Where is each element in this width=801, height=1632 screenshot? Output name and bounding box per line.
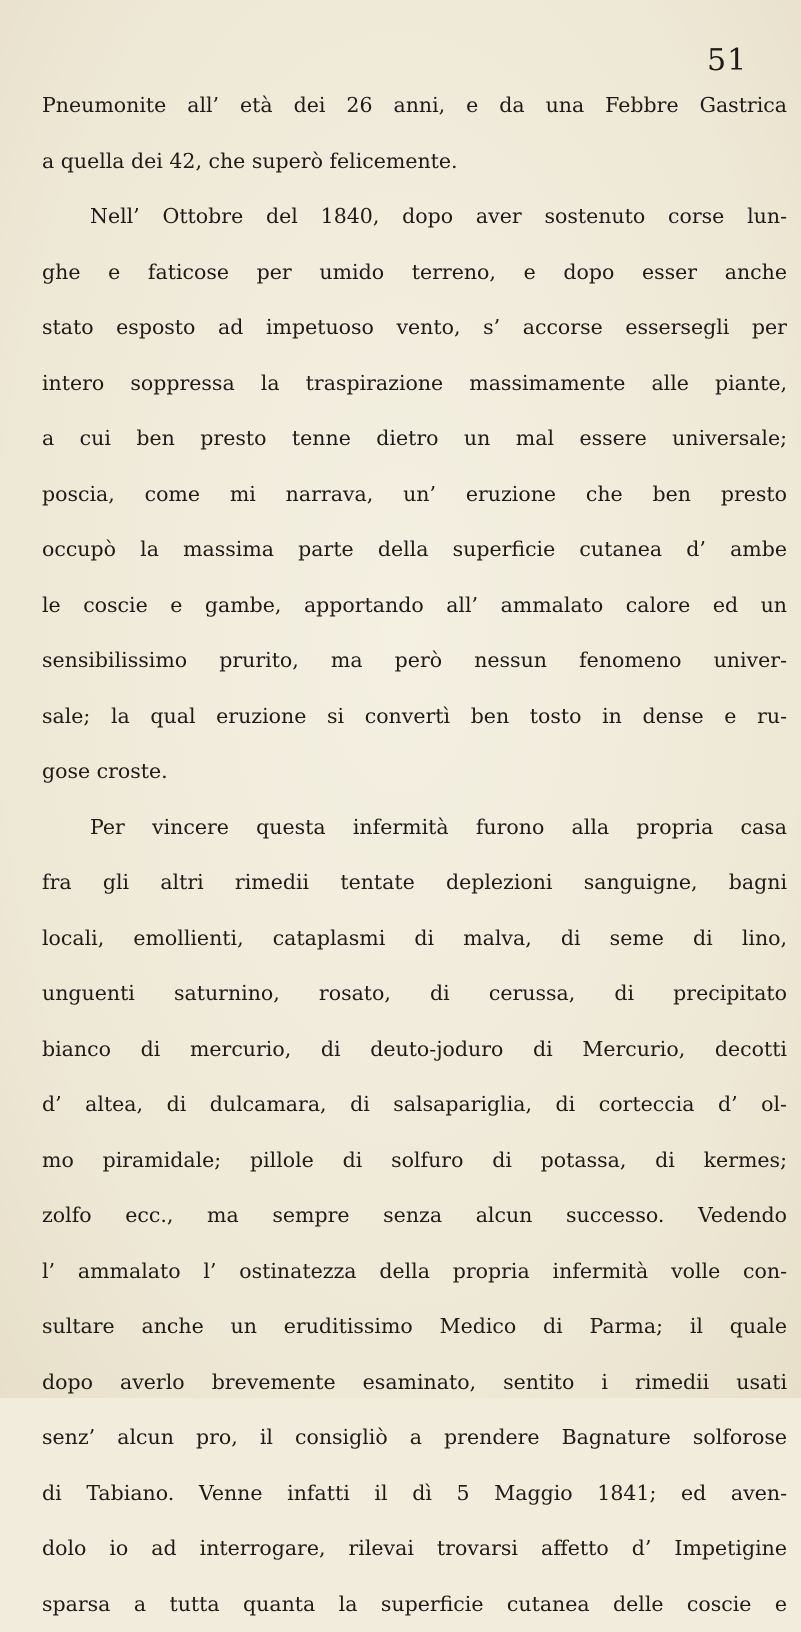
text-line: unguenti saturnino, rosato, di cerussa, di precipitato (42, 966, 787, 1022)
text-line: dopo averlo brevemente esaminato, sentito i rimedii usati (42, 1355, 787, 1411)
text-line: senz’ alcun pro, il consigliò a prendere Bagnature solforose (42, 1410, 787, 1466)
text-line: a quella dei 42, che superò felicemente. (42, 134, 787, 190)
text-line: l’ ammalato l’ ostinatezza della propria infermità volle con- (42, 1244, 787, 1300)
text-line: le coscie e gambe, apportando all’ ammalato calore ed un (42, 578, 787, 634)
text-line: fra gli altri rimedii tentate deplezioni sanguigne, bagni (42, 855, 787, 911)
text-line: d’ altea, di dulcamara, di salsapariglia, di corteccia d’ ol- (42, 1077, 787, 1133)
text-line: poscia, come mi narrava, un’ eruzione che ben presto (42, 467, 787, 523)
text-line: Per vincere questa infermità furono alla propria casa (42, 800, 787, 856)
text-line: Pneumonite all’ età dei 26 anni, e da una Febbre Gastrica (42, 78, 787, 134)
text-line: Nell’ Ottobre del 1840, dopo aver sostenuto corse lun- (42, 189, 787, 245)
text-line: occupò la massima parte della superficie cutanea d’ ambe (42, 522, 787, 578)
text-line: gose croste. (42, 744, 787, 800)
text-line: bianco di mercurio, di deuto-joduro di Mercurio, decotti (42, 1022, 787, 1078)
text-line: zolfo ecc., ma sempre senza alcun successo. Vedendo (42, 1188, 787, 1244)
text-line: sparsa a tutta quanta la superficie cutanea delle coscie e (42, 1577, 787, 1632)
text-line: stato esposto ad impetuoso vento, s’ accorse essersegli per (42, 300, 787, 356)
page-number: 51 (707, 44, 747, 78)
text-line: dolo io ad interrogare, rilevai trovarsi affetto d’ Impetigine (42, 1521, 787, 1577)
text-line: intero soppressa la traspirazione massimamente alle piante, (42, 356, 787, 412)
text-line: locali, emollienti, cataplasmi di malva, di seme di lino, (42, 911, 787, 967)
text-line: di Tabiano. Venne infatti il dì 5 Maggio 1841; ed aven- (42, 1466, 787, 1522)
text-line: mo piramidale; pillole di solfuro di potassa, di kermes; (42, 1133, 787, 1189)
text-line: sensibilissimo prurito, ma però nessun fenomeno univer- (42, 633, 787, 689)
text-line: a cui ben presto tenne dietro un mal essere universale; (42, 411, 787, 467)
text-line: sale; la qual eruzione si convertì ben tosto in dense e ru- (42, 689, 787, 745)
body-text (42, 78, 787, 1632)
text-line: sultare anche un eruditissimo Medico di Parma; il quale (42, 1299, 787, 1355)
text-line: ghe e faticose per umido terreno, e dopo esser anche (42, 245, 787, 301)
